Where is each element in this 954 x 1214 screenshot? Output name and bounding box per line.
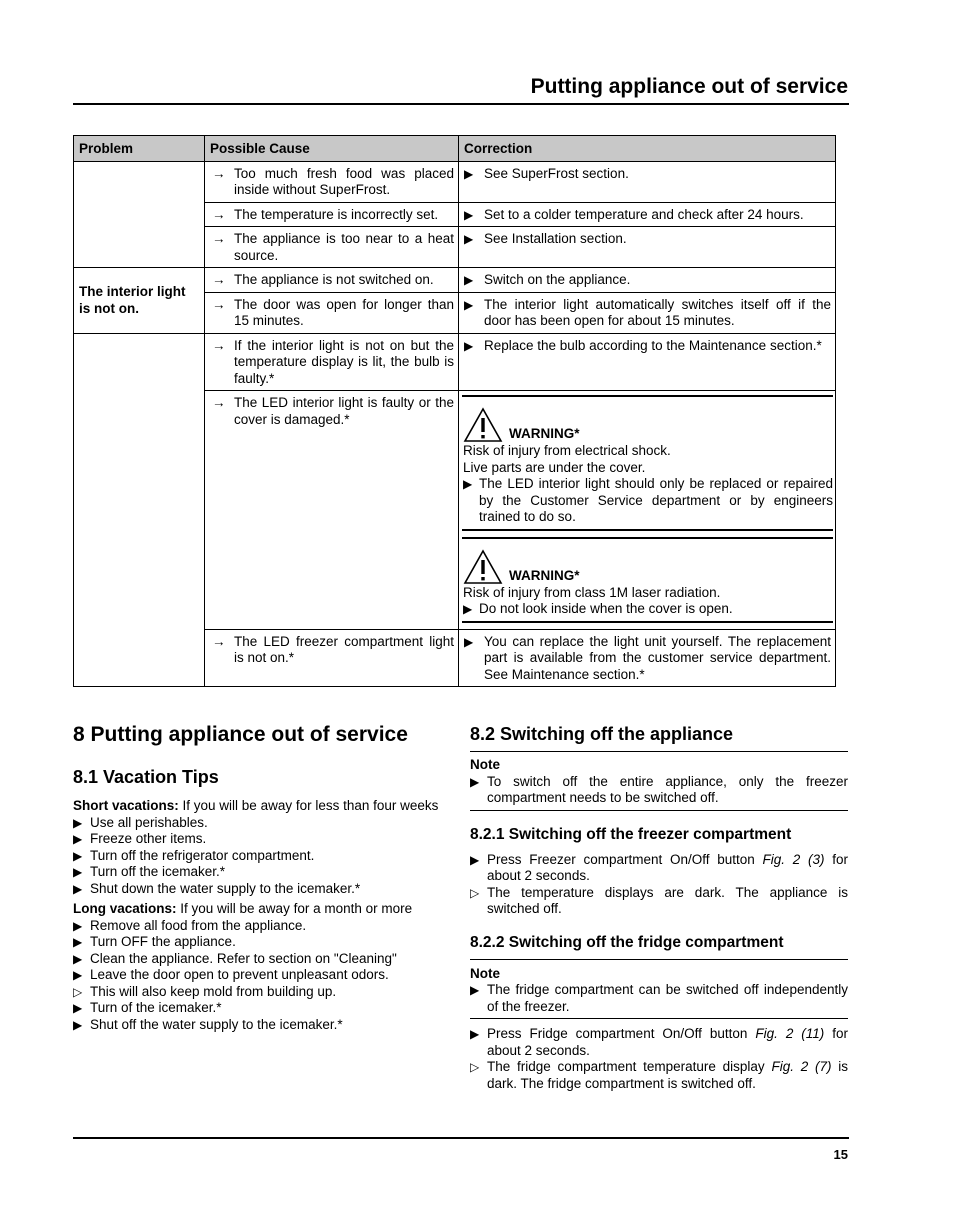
list-item: ▶ Freeze other items. <box>73 831 207 846</box>
figure-reference: Fig. 2 (11) <box>755 1026 825 1041</box>
triangle-icon: ▶ <box>73 848 83 863</box>
triangle-icon: ▶ <box>464 273 474 287</box>
triangle-icon: ▶ <box>470 852 480 867</box>
figure-reference: Fig. 2 (3) <box>762 851 825 867</box>
note-item: ▶ To switch off the entire appliance, only the freezer compartment needs to be switched off. <box>470 773 848 805</box>
arrow-icon: → <box>212 633 226 649</box>
triangle-icon: ▶ <box>73 1017 83 1032</box>
triangle-icon: ▶ <box>463 602 473 616</box>
warning-text: Risk of injury from electrical shock. <box>463 443 671 458</box>
section-8-2-title: 8.2 Switching off the appliance <box>470 724 734 744</box>
long-vacations-intro: Long vacations: If you will be away for a month or more <box>73 901 413 916</box>
cause-cell: → The LED freezer compartment light is not on.* <box>205 629 459 687</box>
list-item: ▶ Leave the door open to prevent unpleasant odors. <box>73 967 389 982</box>
note-title: Note <box>470 757 500 772</box>
warning-triangle-icon <box>463 407 503 443</box>
list-item: ▶ Turn off the icemaker.* <box>73 864 226 879</box>
section-8-2-1-title: 8.2.1 Switching off the freezer compartment <box>470 825 792 843</box>
table-row <box>74 333 836 391</box>
triangle-icon: ▶ <box>73 1001 83 1015</box>
result-item: ▷ The temperature displays are dark. The appliance is switched off. <box>470 884 848 916</box>
triangle-icon: ▶ <box>73 935 83 949</box>
correction-cell: ▶ See Installation section. <box>459 227 836 268</box>
section-8-2-2-title: 8.2.2 Switching off the fridge compartment <box>470 933 784 951</box>
section-8-title: 8 Putting appliance out of service <box>73 723 408 746</box>
triangle-icon: ▶ <box>464 338 474 353</box>
problem-cell-empty <box>74 333 205 687</box>
warning-box-laser <box>462 537 833 623</box>
triangle-icon: ▶ <box>464 297 474 312</box>
arrow-icon: → <box>212 206 226 222</box>
warning-text: Risk of injury from class 1M laser radiation. <box>463 584 721 600</box>
triangle-icon: ▶ <box>464 207 474 222</box>
hollow-triangle-icon: ▷ <box>470 885 480 900</box>
correction-cell: ▶ See SuperFrost section. <box>459 161 836 202</box>
triangle-icon: ▶ <box>470 774 480 789</box>
warning-action: The LED interior light should only be replaced or repaired by the Customer Service department or by engineers trained to do so. <box>479 476 833 524</box>
cause-cell: → The LED interior light is faulty or the cover is damaged.* <box>205 391 459 630</box>
arrow-icon: → <box>212 165 226 181</box>
list-item: ▶ Clean the appliance. Refer to section on "Cleaning" <box>73 950 397 966</box>
hollow-triangle-icon: ▷ <box>470 1060 480 1074</box>
triangle-icon: ▶ <box>470 1027 480 1041</box>
correction-cell: ▶ Replace the bulb according to the Maintenance section.* <box>459 333 836 391</box>
cause-cell: → If the interior light is not on but the temperature display is lit, the bulb is faulty.* <box>205 333 459 391</box>
divider <box>470 1018 848 1019</box>
left-column <box>73 718 453 1033</box>
divider <box>470 959 848 960</box>
list-item: ▶ Shut off the water supply to the icemaker.* <box>73 1016 343 1032</box>
cause-cell: → Too much fresh food was placed inside without SuperFrost. <box>205 161 459 202</box>
short-vacations-intro: Short vacations: If you will be away for less than four weeks <box>73 798 439 813</box>
page-number: 15 <box>833 1147 848 1162</box>
result-item: ▷ The fridge compartment temperature display Fig. 2 (7) is dark. The fridge compartment is switched off. <box>470 1059 849 1091</box>
triangle-icon: ▶ <box>73 881 83 896</box>
arrow-icon: → <box>212 231 226 246</box>
correction-cell: ▶ You can replace the light unit yourself. The replacement part is available from the customer service department. See Maintenance section.* <box>459 629 836 687</box>
list-item: ▶ Remove all food from the appliance. <box>73 917 307 933</box>
triangle-icon: ▶ <box>73 918 83 933</box>
arrow-icon: → <box>212 272 226 287</box>
step-item: ▶ Press Freezer compartment On/Off button Fig. 2 (3) for about 2 seconds. <box>470 851 848 883</box>
triangle-icon: ▶ <box>73 865 83 879</box>
divider <box>470 751 848 752</box>
troubleshooting-table <box>73 135 836 687</box>
list-item: ▶ Shut down the water supply to the icemaker.* <box>73 880 361 896</box>
divider <box>470 810 848 811</box>
triangle-icon: ▶ <box>73 968 83 982</box>
right-column <box>470 718 848 1092</box>
list-item: ▶ Turn OFF the appliance. <box>73 934 236 949</box>
correction-cell: ▶ Switch on the appliance. <box>459 268 836 293</box>
footer-rule <box>73 1137 849 1139</box>
figure-reference: Fig. 2 (7) <box>771 1059 832 1074</box>
list-item: ▶ Turn of the icemaker.* <box>73 1000 222 1015</box>
triangle-icon: ▶ <box>464 166 474 181</box>
correction-cell: ▶ Set to a colder temperature and check after 24 hours. <box>459 202 836 227</box>
note-item: ▶ The fridge compartment can be switched off independently of the freezer. <box>470 982 848 1014</box>
triangle-icon: ▶ <box>464 634 474 649</box>
triangle-icon: ▶ <box>73 832 83 846</box>
triangle-icon: ▶ <box>73 815 83 830</box>
triangle-icon: ▶ <box>463 477 473 491</box>
cause-cell: → The appliance is too near to a heat source. <box>205 227 459 268</box>
triangle-icon: ▶ <box>464 232 474 246</box>
arrow-icon: → <box>212 395 226 410</box>
header-cause: Possible Cause <box>205 136 459 162</box>
cause-cell: → The appliance is not switched on. <box>205 268 459 293</box>
table-row <box>74 161 836 202</box>
note-title: Note <box>470 965 500 981</box>
triangle-icon: ▶ <box>470 983 480 997</box>
cause-cell: → The temperature is incorrectly set. <box>205 202 459 227</box>
correction-cell: ▶ The interior light automatically switches itself off if the door has been open for about 15 minutes. <box>459 292 836 333</box>
header-rule <box>73 103 849 105</box>
section-8-1-title: 8.1 Vacation Tips <box>73 767 219 787</box>
header-correction: Correction <box>459 136 836 162</box>
arrow-icon: → <box>212 337 226 353</box>
warning-title: WARNING* <box>509 426 580 441</box>
problem-cell-empty <box>74 161 205 268</box>
hollow-triangle-icon: ▷ <box>73 984 83 999</box>
warning-triangle-icon <box>463 549 503 585</box>
step-item: ▶ Press Fridge compartment On/Off button Fig. 2 (11) for about 2 seconds. <box>470 1026 848 1058</box>
list-item: ▶ Use all perishables. <box>73 814 208 830</box>
result-item: ▷ This will also keep mold from building up. <box>73 983 337 999</box>
table-header-row <box>74 136 836 162</box>
cause-cell: → The door was open for longer than 15 minutes. <box>205 292 459 333</box>
correction-cell-warnings <box>459 391 836 630</box>
header-problem: Problem <box>74 136 205 162</box>
warning-title: WARNING* <box>509 567 580 583</box>
page-header-title: Putting appliance out of service <box>530 75 848 98</box>
warning-text: Live parts are under the cover. <box>463 459 646 475</box>
warning-box-electrical <box>462 395 833 531</box>
list-item: ▶ Turn off the refrigerator compartment. <box>73 847 315 863</box>
problem-cell: The interior light is not on. <box>74 268 205 334</box>
table-row <box>74 268 836 293</box>
triangle-icon: ▶ <box>73 951 83 966</box>
arrow-icon: → <box>212 296 226 312</box>
warning-action: Do not look inside when the cover is open. <box>479 601 733 616</box>
